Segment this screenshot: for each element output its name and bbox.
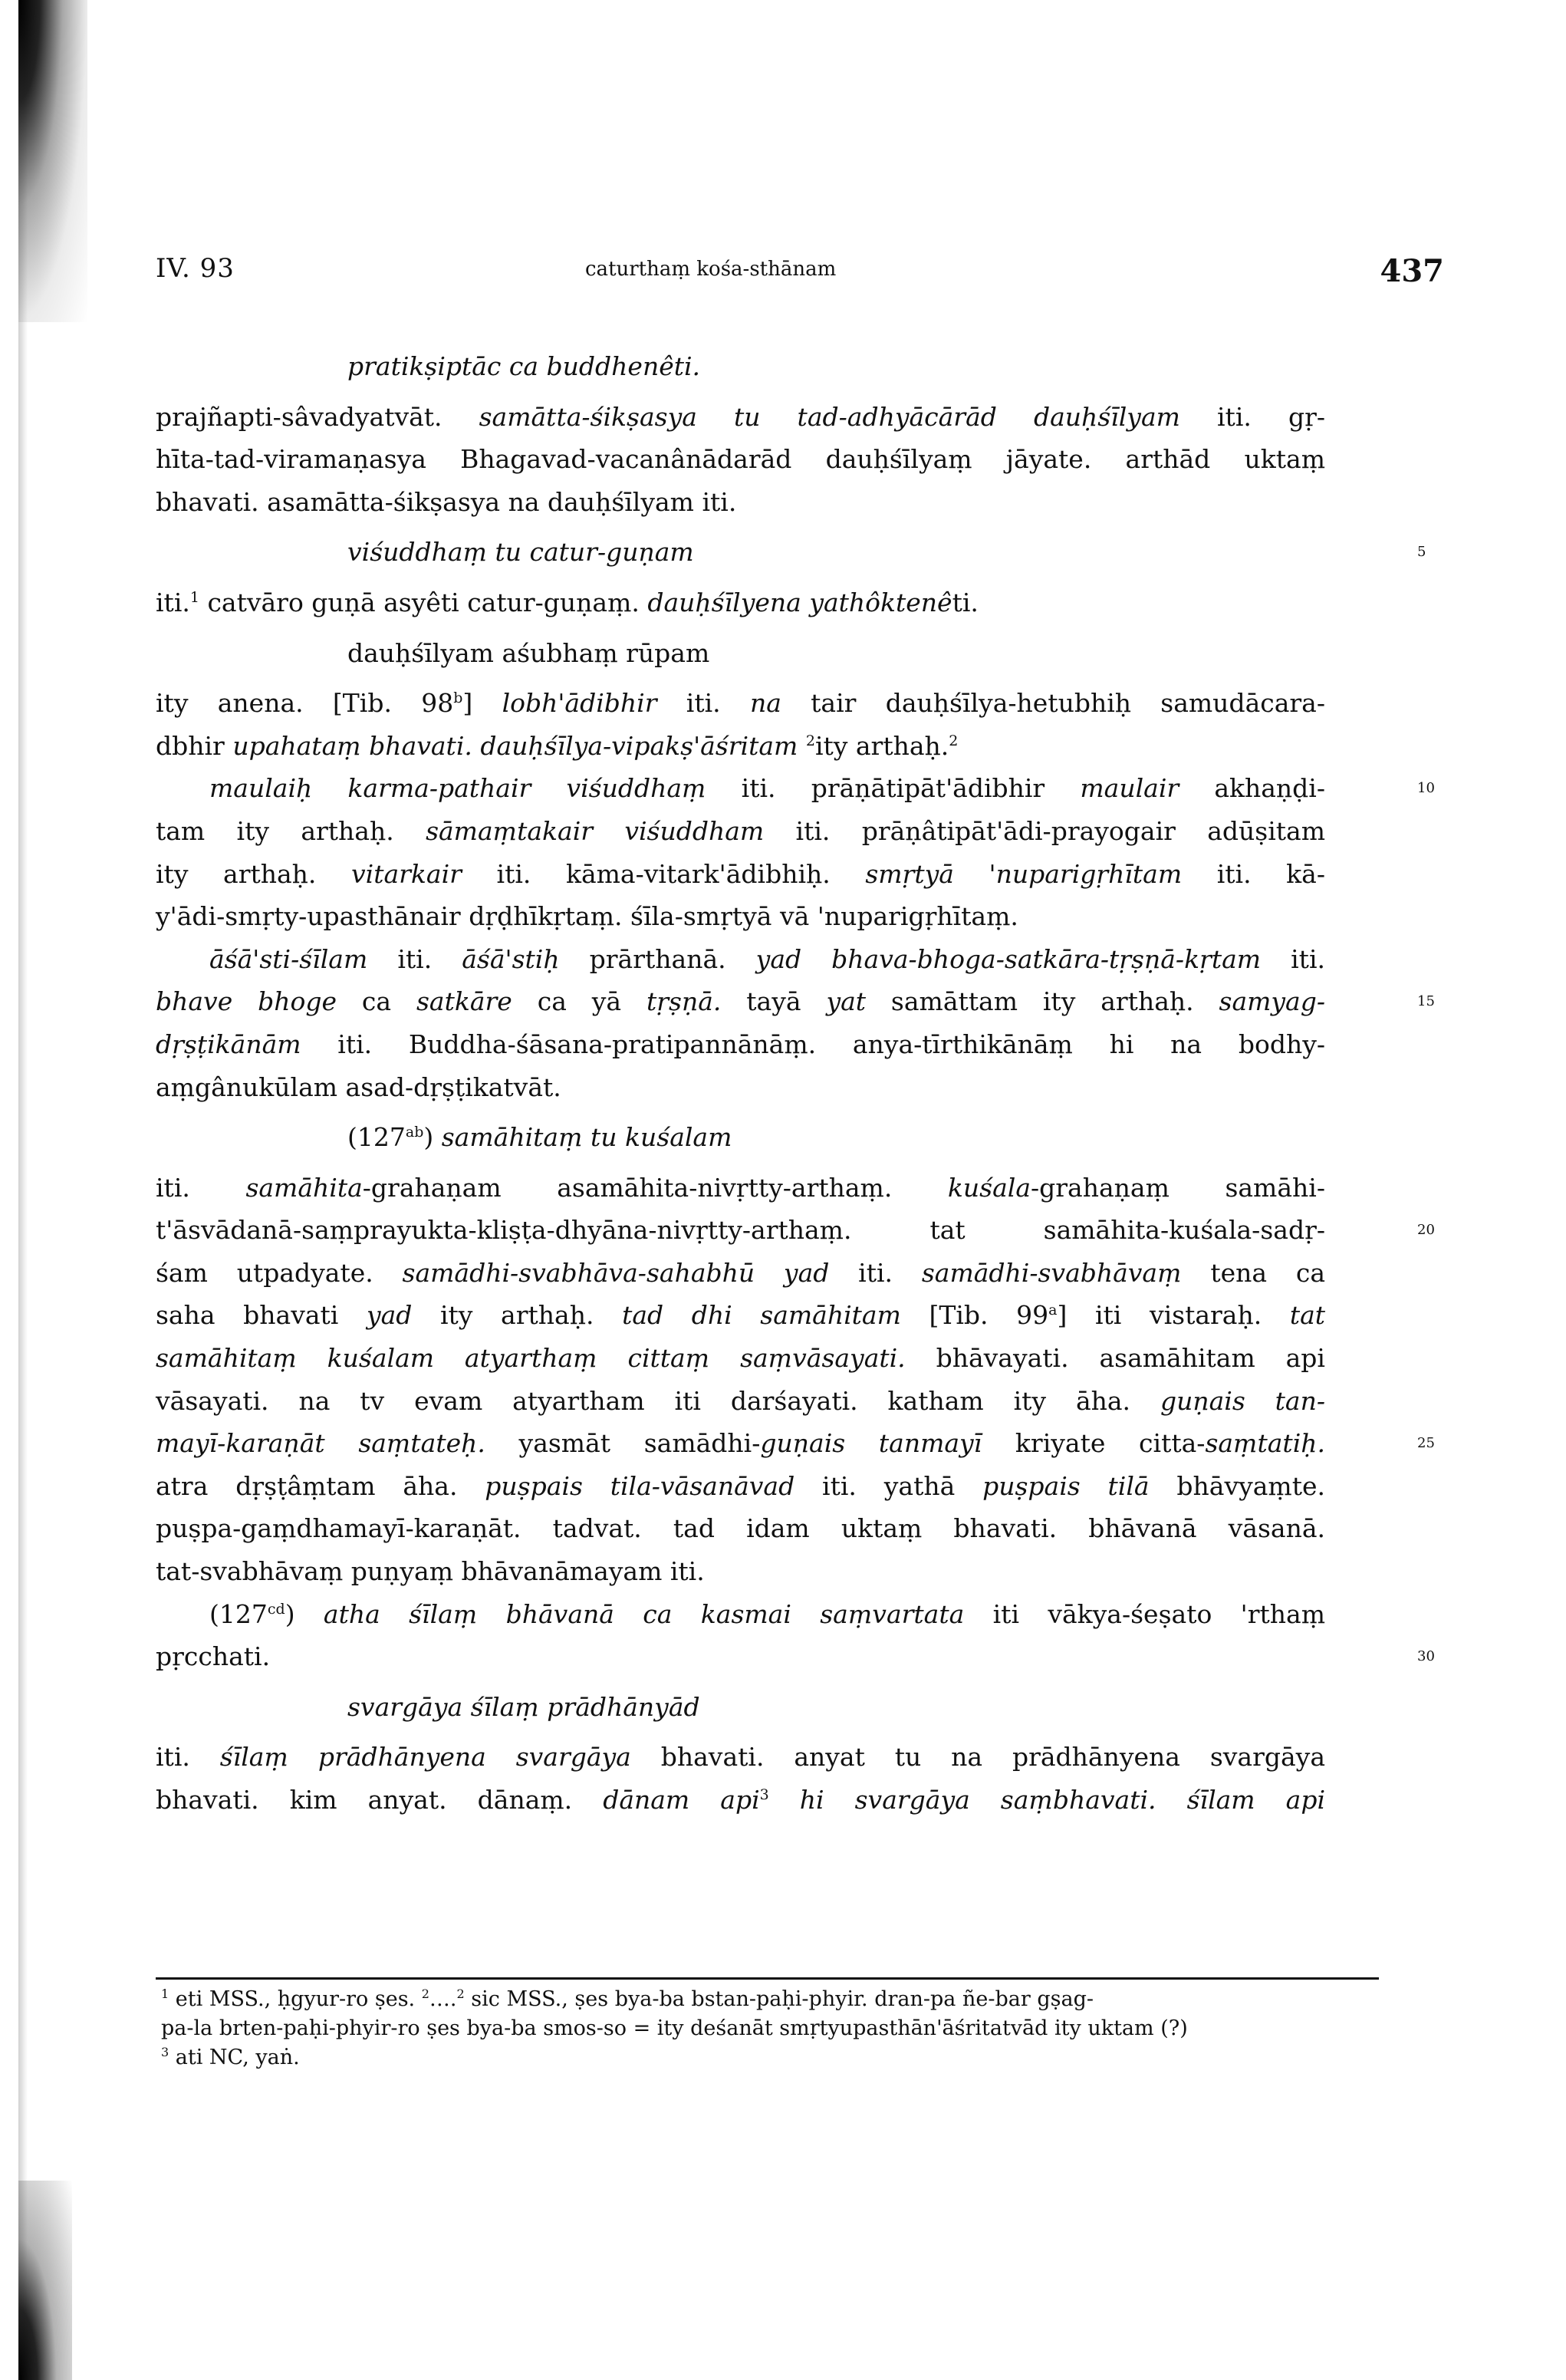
margin-line-number: 20 [1417,1222,1435,1239]
text: …. [429,1987,457,2011]
footnote-line [161,2043,1380,2072]
footnote-marker: 2 [805,732,815,749]
italic-text: dānam api [603,1785,760,1815]
text-line [156,1066,1325,1109]
main-text [156,337,1435,1822]
text: śam utpadyate. [156,1257,403,1288]
italic-text: kuśala [947,1172,1031,1203]
italic-text: guṇais tan- [1160,1385,1325,1416]
italic-text: puṣpais tilā [982,1470,1150,1501]
italic-text: viśuddhaṃ tu catur-guṇam [347,537,694,568]
text: iti. gṛ- [1179,401,1325,432]
footnote-rule [156,1977,1379,1980]
text: iti. yathā [795,1470,983,1501]
text: sic MSS., ṣes bya-ba bstan-paḥi-phyir. dran-pa ñe-bar gṣag- [464,1987,1094,2011]
margin-line-number: 10 [1417,780,1435,797]
italic-text: yad [366,1300,413,1331]
italic-text: atha śīlaṃ bhāvanā ca kasmai saṃvartata [323,1598,965,1629]
text: tayā [721,986,827,1017]
text: yasmāt samādhi- [485,1428,761,1459]
italic-text: hi svargāya saṃbhavati. śīlam api [768,1785,1325,1815]
text: ) [285,1598,324,1629]
text: (127 [347,1122,406,1153]
italic-text: tat [1289,1300,1326,1331]
italic-text: puṣpais tila-vāsanāvad [485,1470,795,1501]
text: prārthanā. [559,943,756,974]
text: catvāro guṇā asyêti catur-guṇaṃ. [199,587,648,617]
text: bhāvayati. asamāhitam api [905,1343,1325,1374]
text: iti. [829,1257,922,1288]
text: tam ity arthaḥ. [156,815,426,846]
italic-text: samāhita [245,1172,363,1203]
text: iti. Buddha-śāsana-pratipannānāṃ. anya-tīrthikānāṃ hi na bodhy- [301,1029,1325,1059]
text: vāsayati. na tv evam atyartham iti darśayati. katham ity āha. [156,1385,1160,1416]
text-line [156,1507,1325,1550]
text: akhaṇḍi- [1179,773,1326,804]
text-line [156,1252,1325,1295]
text: saha bhavati [156,1300,367,1331]
text: iti vākya-śeṣato 'rthaṃ [964,1598,1325,1629]
italic-text: smṛtyā 'nuparigṛhītam [865,858,1183,889]
section-reference: IV. 93 [156,253,235,284]
text: ity arthaḥ. [814,730,949,761]
italic-text: tad dhi samāhitam [622,1300,901,1331]
page-number: 437 [1380,253,1444,289]
text: atra dṛṣṭâṃtam āha. [156,1470,485,1501]
italic-text: dauḥśīlyena yathôktenê [647,587,952,617]
footnote-marker: 1 [161,1987,169,2001]
italic-text: yat [826,986,867,1017]
footnote-marker: 3 [759,1786,769,1803]
footnote-marker: 2 [456,1987,465,2001]
footnote-marker: b [453,690,463,707]
text-line [156,396,1325,439]
text: ity arthaḥ. [412,1300,623,1331]
text: iti. prāṇātipāt'ādibhir [706,773,1081,804]
scan-shadow-bottom-corner [18,2181,72,2380]
text-line [156,938,1325,981]
text: bhavati. asamātta-śikṣasya na dauḥśīlyam iti. [156,486,737,517]
text-line [156,682,1325,725]
footnote-marker: 2 [949,732,959,749]
text: bhavati. anyat tu na prādhānyena svargāya [630,1742,1325,1773]
italic-text: śīlaṃ prādhānyena svargāya [219,1742,631,1773]
italic-text: samāhitaṃ kuśalam atyarthaṃ cittaṃ saṃvāsayati. [156,1343,906,1374]
italic-text: sāmaṃtakair viśuddham [426,815,765,846]
text-line [156,581,1325,624]
italic-text: maulaiḥ karma-pathair viśuddhaṃ [209,773,706,804]
verse-line [156,345,1325,388]
text-line [156,481,1325,524]
italic-text: maulair [1080,773,1179,804]
text: ) [423,1122,442,1153]
text: ca [337,986,416,1017]
footnote-marker: cd [267,1600,285,1618]
text-line [156,895,1325,938]
text [798,731,806,761]
text-line [156,725,1325,768]
verse-line [156,632,1325,675]
text: aṃgânukūlam asad-dṛṣṭikatvāt. [156,1071,561,1102]
italic-text: tṛṣṇā. [646,986,722,1017]
italic-text: āśā'sti-śīlam [209,943,368,974]
text: dauḥśīlyam aśubhaṃ rūpam [347,637,710,668]
chapter-title: caturthaṃ kośa-sthānam [585,258,837,281]
text: ity arthaḥ. [156,858,352,889]
italic-text: samātta-śikṣasya tu tad-adhyācārād dauḥśīlyam [479,401,1180,432]
italic-text: samyag- [1219,986,1326,1017]
text: kriyate citta- [982,1428,1206,1459]
text-line [156,980,1435,1023]
italic-text: samādhi-svabhāva-sahabhū yad [402,1257,830,1288]
scan-shadow-top-corner [18,0,87,322]
footnote-marker: ab [405,1124,424,1141]
text: ca yā [512,986,646,1017]
italic-text: saṃtatiḥ. [1205,1428,1325,1459]
text: samāttam ity arthaḥ. [866,986,1219,1017]
text: ti. [952,587,979,617]
text: iti. [156,587,190,617]
text: tena ca [1181,1257,1326,1288]
margin-line-number: 25 [1417,1435,1435,1452]
footnote-line [161,2014,1380,2043]
text: puṣpa-gaṃdhamayī-karaṇāt. tadvat. tad idam uktaṃ bhavati. bhāvanā vāsanā. [156,1513,1325,1544]
text: (127 [209,1598,268,1629]
text: ati NC, yaṅ. [169,2046,300,2069]
footnote-line [161,1985,1380,2014]
text: iti. [367,943,462,974]
text: iti. kāma-vitark'ādibhiḥ. [461,858,866,889]
italic-text: yad bhava-bhoga-satkāra-tṛṣṇā-kṛtam [755,943,1262,974]
text-line [156,1294,1325,1337]
footnote-marker: 1 [189,588,199,606]
scan-shadow-left-edge [18,0,28,2380]
text-line [156,1779,1325,1822]
running-head [156,253,1459,299]
text: iti. [656,688,750,719]
text-line [156,438,1325,481]
text: iti. [1261,943,1325,974]
margin-line-number: 5 [1417,544,1426,561]
text: pa-la brten-paḥi-phyir-ro ṣes bya-ba smos-so = ity deśanāt smṛtyupasthān'āśritatvād ity uktam (?) [161,2016,1188,2040]
text: pṛcchati. [156,1641,271,1672]
text-line [156,1167,1325,1210]
text: t'āsvādanā-saṃprayukta-kliṣṭa-dhyāna-nivṛtty-arthaṃ. tat samāhita-kuśala-sadṛ- [156,1215,1325,1246]
italic-text: guṇais tanmayī [760,1428,982,1459]
text-line [156,1550,1325,1593]
text-line [156,1209,1435,1252]
footnote-marker: 3 [161,2045,169,2059]
text-line [156,1635,1435,1678]
text-line [156,853,1325,896]
italic-text: lobh'ādibhir [502,688,657,719]
text-line [156,1593,1325,1636]
italic-text: mayī-karaṇāt saṃtateḥ. [156,1428,485,1459]
text: tair dauḥśīlya-hetubhiḥ samudācara- [781,688,1325,719]
italic-text: vitarkair [351,858,462,889]
italic-text: bhave bhoge [156,986,337,1017]
text-line [156,810,1325,853]
text: [Tib. 99 [900,1300,1049,1331]
margin-line-number: 15 [1417,993,1435,1010]
text: tat-svabhāvaṃ puṇyaṃ bhāvanāmayam iti. [156,1556,705,1587]
text: y'ādi-smṛty-upasthānair dṛḍhīkṛtaṃ. śīla-smṛtyā vā 'nuparigṛhītaṃ. [156,901,1018,932]
verse-line [156,1686,1325,1729]
text: eti MSS., ḥgyur-ro ṣes. [169,1987,422,2011]
italic-text: na [749,688,781,719]
text: -grahaṇaṃ samāhi- [1031,1172,1325,1203]
italic-text: upahataṃ bhavati. dauḥśīlya-vipakṣ'āśritam [232,730,798,761]
text: bhāvyaṃte. [1149,1470,1325,1501]
italic-text: svargāya śīlaṃ prādhānyād [347,1691,700,1722]
footnotes [161,1985,1380,2072]
italic-text: dṛṣṭikānām [156,1029,301,1059]
italic-text: āśā'stiḥ [462,943,560,974]
text: ity anena. [Tib. 98 [156,688,454,719]
text-line [156,1422,1435,1465]
text-line [156,1337,1325,1380]
text: iti. [156,1742,220,1773]
italic-text: samāhitaṃ tu kuśalam [441,1122,732,1153]
text: iti. kā- [1182,858,1325,889]
text-line [156,1023,1325,1066]
text: ] iti vistaraḥ. [1057,1300,1290,1331]
footnote-marker: a [1048,1302,1058,1319]
text-line [156,1736,1325,1779]
text-line [156,1465,1325,1508]
text: iti. [156,1172,246,1203]
text: hīta-tad-viramaṇasya Bhagavad-vacanânādarād dauḥśīlyaṃ jāyate. arthād uktaṃ [156,444,1325,475]
text: iti. prāṇâtipāt'ādi-prayogair adūṣitam [764,815,1325,846]
verse-line [156,1116,1325,1159]
text: dbhir [156,730,233,761]
text-line [156,1380,1325,1423]
margin-line-number: 30 [1417,1648,1435,1665]
text: ] [462,688,502,719]
text-line [156,767,1435,810]
text: -grahaṇam asamāhita-nivṛtty-arthaṃ. [362,1172,948,1203]
italic-text: pratikṣiptāc ca buddhenêti. [347,351,701,381]
italic-text: satkāre [416,986,512,1017]
italic-text: samādhi-svabhāvaṃ [921,1257,1182,1288]
verse-line [156,531,1426,574]
text: bhavati. kim anyat. dānaṃ. [156,1785,604,1815]
footnote-marker: 2 [421,1987,429,2001]
text: prajñapti-sâvadyatvāt. [156,401,479,432]
